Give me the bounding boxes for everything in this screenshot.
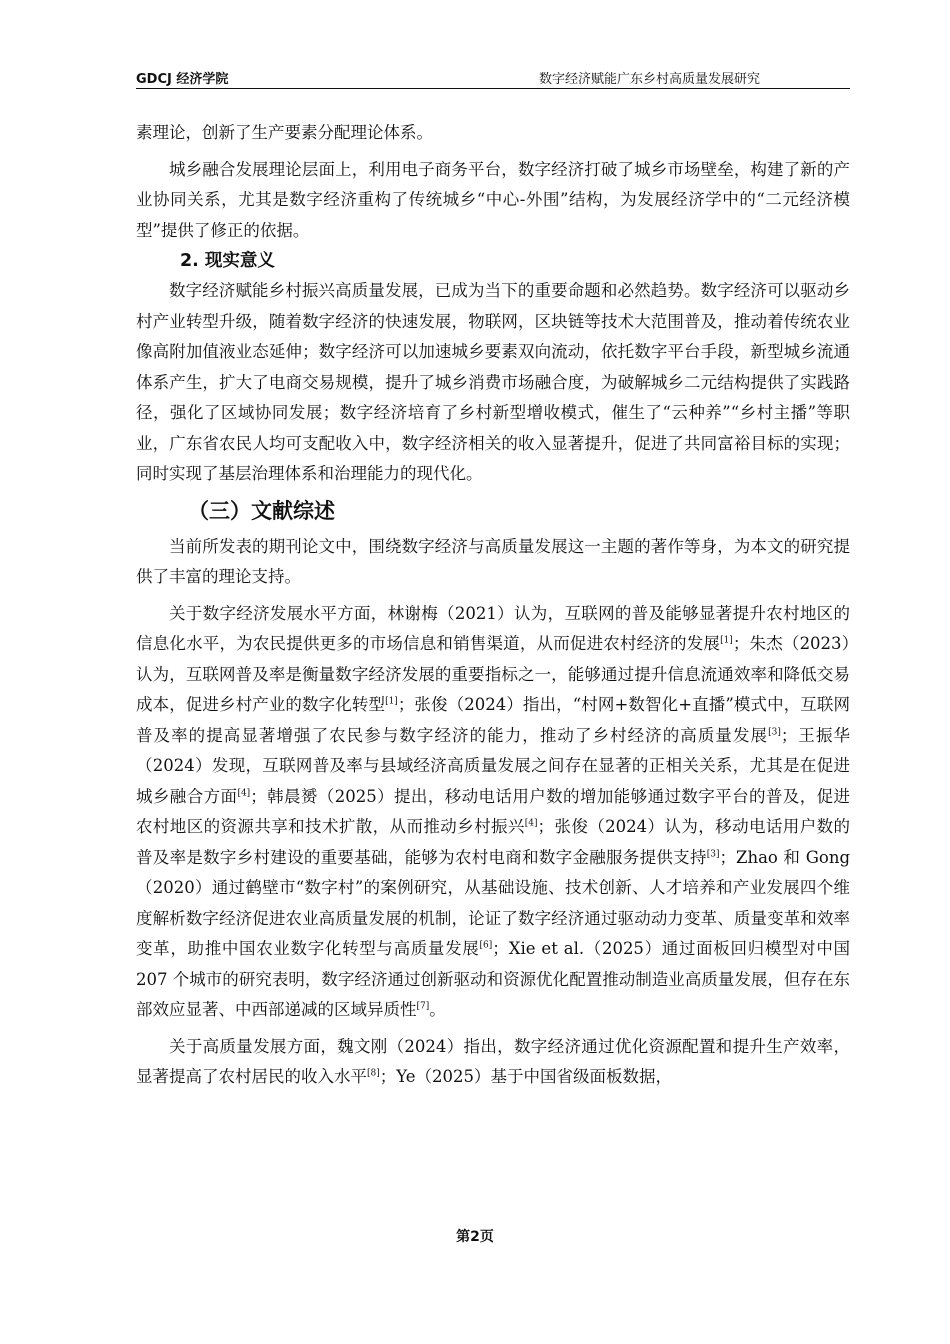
citation: [1] <box>720 635 733 646</box>
paragraph <box>136 1032 850 1093</box>
text-run: ；韩晨赟（2025）提出，移动电话用户数的增加能够通过数字平台的普及，促进农村地区的资源共享和技术扩散，从而推动乡村振兴 <box>136 786 851 836</box>
citation: [4] <box>237 788 251 798</box>
citation: [4] <box>524 818 538 829</box>
header-institution: GDCJ 经济学院 <box>136 72 229 87</box>
paragraph: 城乡融合发展理论层面上，利用电子商务平台，数字经济打破了城乡市场壁垒，构建了新的产业协同关系，尤其是数字经济重构了传统城乡“中心-外围”结构，为发展经济学中的“二元经济模型”提供了修正的依据。 <box>136 159 850 240</box>
text-run: 关于数字经济发展水平方面，林谢梅（2021）认为，互联网的普及能够显著提升农村地区的信息化水平，为农民提供更多的市场信息和销售渠道，从而促进农村经济的发展 <box>136 603 850 653</box>
text-run: ；Xie et al.（2025）通过面板回归模型对中国 207 个城市的研究表明，数字经济通过创新驱动和资源优化配置推动制造业高质量发展，但存在东部效应显著、中西部递减的区域异质性 <box>136 939 851 1019</box>
section-heading: （三）文献综述 <box>188 498 335 523</box>
text-run: ；朱杰（2023）认为，互联网普及率是衡量数字经济发展的重要指标之一，能够通过提升信息流通效率和降低交易成本，促进乡村产业的数字化转型 <box>136 634 850 714</box>
text-run: ；Zhao 和 Gong（2020）通过鹤壁市“数字村”的案例研究，从基础设施、技术创新、人才培养和产业发展四个维度解析数字经济促进农业高质量发展的机制，论证了数字经济通过驱动动力变革、质量变革和效率变革，助推中国农业数字化转型与高质量发展 <box>136 847 851 958</box>
page-number: 第2页 <box>456 1229 494 1245</box>
text-run: ；张俊（2024）认为，移动电话用户数的普及率是数字乡村建设的重要基础，能够为农村电商和数字金融服务提供支持 <box>136 817 850 867</box>
citation: [7] <box>416 1001 430 1012</box>
paragraph: 当前所发表的期刊论文中，围绕数字经济与高质量发展这一主题的著作等身，为本文的研究提供了丰富的理论支持。 <box>136 536 850 586</box>
citation: [6] <box>479 940 493 951</box>
header-paper-title: 数字经济赋能广东乡村高质量发展研究 <box>538 72 760 87</box>
citation: [3] <box>706 849 720 859</box>
paragraph: 素理论，创新了生产要素分配理论体系。 <box>136 123 433 142</box>
citation: [3] <box>768 727 781 737</box>
page-body <box>136 118 850 1093</box>
text-run: ；王振华（2024）发现，互联网普及率与县域经济高质量发展之间存在显著的正相关关系，尤其是在促进城乡融合方面 <box>136 725 851 806</box>
text-run: 关于高质量发展方面，魏文刚（2024）指出，数字经济通过优化资源配置和提升生产效率，显著提高了农村居民的收入水平 <box>136 1036 850 1086</box>
citation: [1] <box>385 696 398 707</box>
text-run: ；Ye（2025）基于中国省级面板数据， <box>379 1067 672 1086</box>
citation: [8] <box>367 1068 380 1079</box>
paragraph: 数字经济赋能乡村振兴高质量发展，已成为当下的重要命题和必然趋势。数字经济可以驱动乡村产业转型升级，随着数字经济的快速发展，物联网，区块链等技术大范围普及，推动着传统农业像高附加值液业态延伸；数字经济可以加速城乡要素双向流动，依托数字平台手段，新型城乡流通体系产生，扩大了电商交易规模，提升了城乡消费市场融合度，为破解城乡二元结构提供了实践路径，强化了区域协同发展；数字经济培育了乡村新型增收模式，催生了“云种养”“乡村主播”等职业，广东省农民人均可支配收入中，数字经济相关的收入显著提升，促进了共同富裕目标的实现；同时实现了基层治理体系和治理能力的现代化。 <box>136 281 850 483</box>
page-header <box>136 64 850 89</box>
text-run: ；张俊（2024）指出，“村网+数智化+直播”模式中，互联网普及率的提高显著增强了农民参与数字经济的能力，推动了乡村经济的高质量发展 <box>136 695 851 745</box>
paragraph <box>136 599 850 1026</box>
subsection-heading: 2. 现实意义 <box>180 251 275 271</box>
text-run: 。 <box>429 1000 446 1019</box>
